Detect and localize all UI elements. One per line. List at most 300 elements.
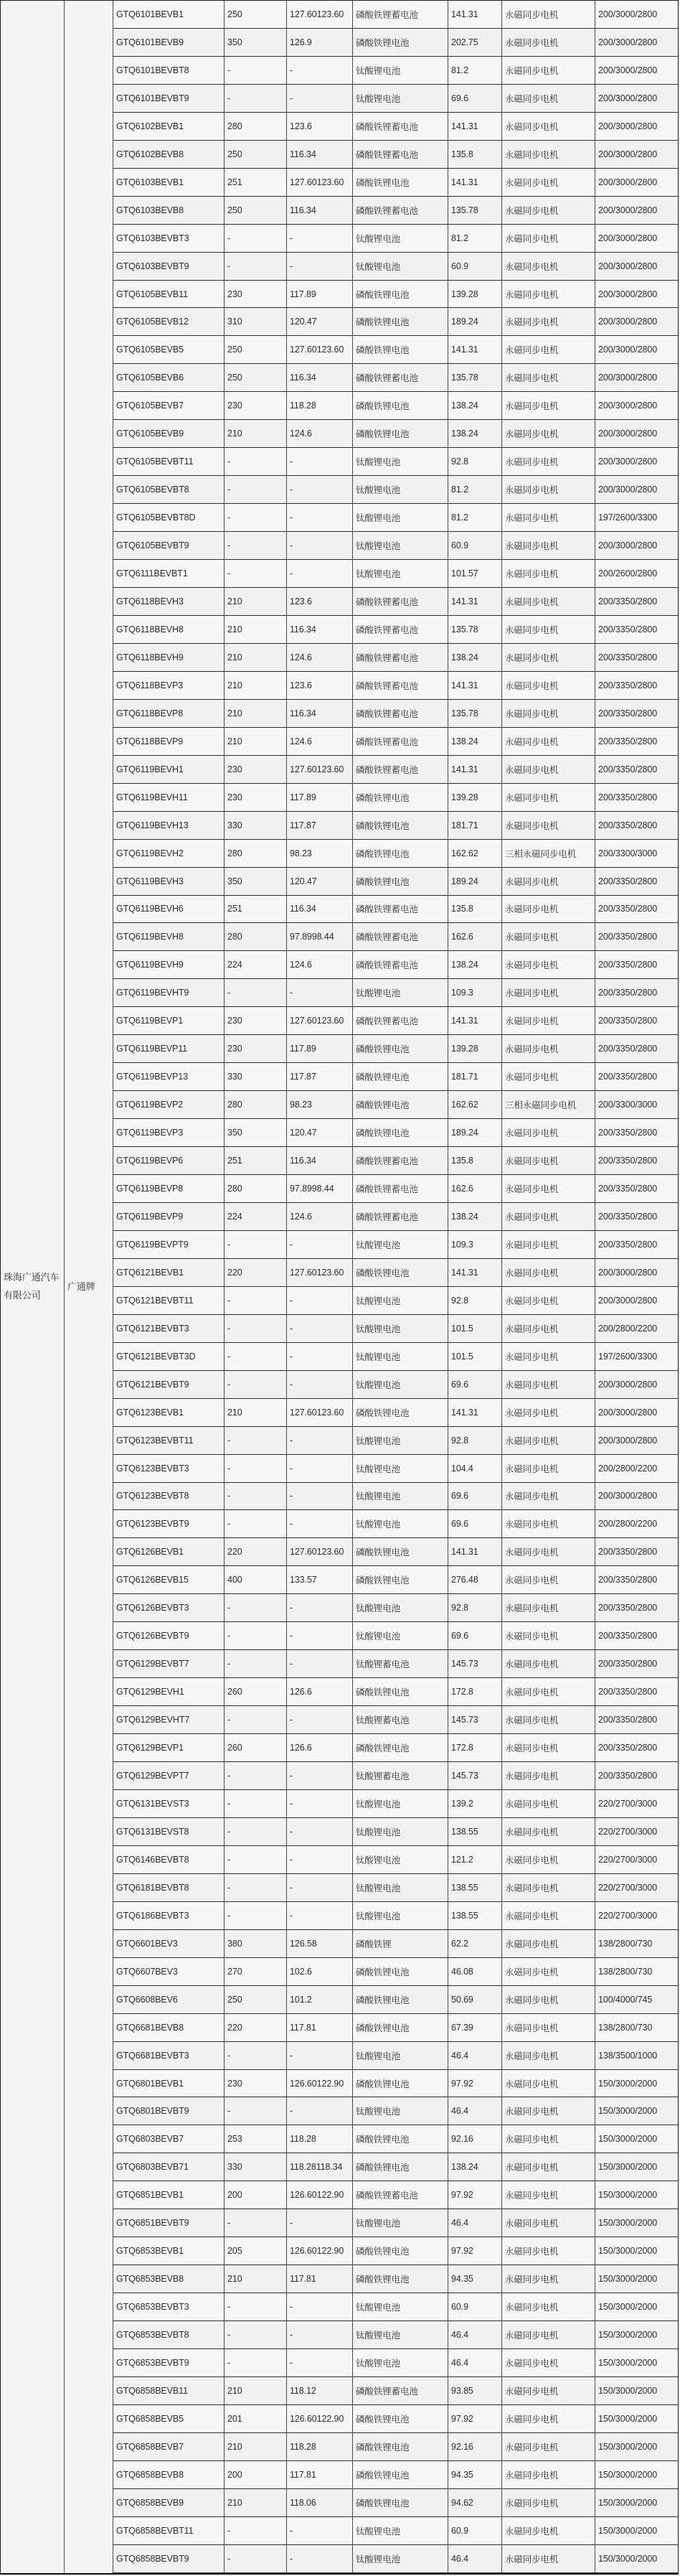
table-cell: 200/3350/2800 bbox=[595, 1734, 678, 1762]
table-cell: 永磁同步电机 bbox=[502, 308, 595, 336]
table-cell: 60.9 bbox=[448, 2293, 502, 2321]
table-cell: 永磁同步电机 bbox=[502, 2125, 595, 2153]
table-cell: 210 bbox=[225, 728, 287, 756]
table-cell: 250 bbox=[225, 336, 287, 364]
table-cell: GTQ6105BEVBT9 bbox=[113, 532, 225, 560]
table-cell: 121.2 bbox=[448, 1846, 502, 1874]
table-cell: 200/3350/2800 bbox=[595, 756, 678, 784]
table-cell: 200/3000/2800 bbox=[595, 392, 678, 420]
table-cell: 永磁同步电机 bbox=[502, 2349, 595, 2377]
table-cell: 210 bbox=[225, 588, 287, 616]
table-cell: GTQ6118BEVP8 bbox=[113, 700, 225, 728]
table-cell: - bbox=[225, 1287, 287, 1315]
table-cell: GTQ6126BEVBT3 bbox=[113, 1594, 225, 1622]
table-cell: 260 bbox=[225, 1678, 287, 1706]
table-cell: 60.9 bbox=[448, 532, 502, 560]
table-cell: - bbox=[225, 2209, 287, 2237]
table-cell: 150/3000/2000 bbox=[595, 2321, 678, 2349]
table-cell: GTQ6119BEVPT9 bbox=[113, 1231, 225, 1259]
table-cell: 钛酸锂电池 bbox=[353, 1874, 448, 1902]
table-cell: 永磁同步电机 bbox=[502, 448, 595, 476]
table-cell: 永磁同步电机 bbox=[502, 2265, 595, 2293]
table-cell: 磷酸铁锂蓄电池 bbox=[353, 197, 448, 225]
table-cell: 磷酸铁锂蓄电池 bbox=[353, 644, 448, 672]
table-cell: 磷酸铁锂蓄电池 bbox=[353, 896, 448, 924]
table-cell: 94.35 bbox=[448, 2265, 502, 2293]
table-cell: - bbox=[225, 1315, 287, 1343]
table-cell: GTQ6101BEVBT9 bbox=[113, 85, 225, 113]
table-cell: - bbox=[287, 560, 353, 588]
table-cell: 钛酸锂电池 bbox=[353, 1818, 448, 1846]
table-cell: 永磁同步电机 bbox=[502, 1818, 595, 1846]
table-cell: 永磁同步电机 bbox=[502, 1259, 595, 1287]
table-cell: 138.24 bbox=[448, 728, 502, 756]
table-cell: 钛酸锂电池 bbox=[353, 1902, 448, 1930]
table-cell: 101.57 bbox=[448, 560, 502, 588]
table-cell: GTQ6119BEVH6 bbox=[113, 896, 225, 924]
table-cell: - bbox=[287, 1315, 353, 1343]
table-cell: 251 bbox=[225, 1147, 287, 1175]
table-cell: 永磁同步电机 bbox=[502, 1035, 595, 1063]
table-cell: 钛酸锂电池 bbox=[353, 532, 448, 560]
table-cell: 永磁同步电机 bbox=[502, 113, 595, 141]
table-cell: 钛酸锂蓄电池 bbox=[353, 1762, 448, 1790]
table-cell: - bbox=[225, 1594, 287, 1622]
table-cell: 磷酸铁锂蓄电池 bbox=[353, 951, 448, 979]
table-cell: 200/3000/2800 bbox=[595, 1371, 678, 1399]
table-cell: 46.4 bbox=[448, 2209, 502, 2237]
table-cell: 磷酸铁锂 bbox=[353, 1930, 448, 1958]
table-cell: 永磁同步电机 bbox=[502, 1455, 595, 1483]
table-cell: GTQ6105BEVB9 bbox=[113, 420, 225, 448]
table-cell: 钛酸锂电池 bbox=[353, 1455, 448, 1483]
table-cell: GTQ6126BEVB1 bbox=[113, 1538, 225, 1566]
table-cell: 250 bbox=[225, 141, 287, 169]
table-cell: 138.24 bbox=[448, 392, 502, 420]
table-cell: GTQ6129BEVH1 bbox=[113, 1678, 225, 1706]
table-cell: 138/2800/730 bbox=[595, 1930, 678, 1958]
table-cell: 181.71 bbox=[448, 1063, 502, 1091]
table-cell: - bbox=[225, 1343, 287, 1371]
table-cell: 钛酸锂电池 bbox=[353, 1287, 448, 1315]
table-cell: - bbox=[287, 476, 353, 504]
table-cell: 116.34 bbox=[287, 197, 353, 225]
table-grid bbox=[1, 1, 678, 2573]
table-cell: 172.8 bbox=[448, 1678, 502, 1706]
table-cell: GTQ6118BEVH8 bbox=[113, 616, 225, 644]
table-cell: - bbox=[287, 532, 353, 560]
table-cell: GTQ6118BEVP3 bbox=[113, 672, 225, 700]
table-cell: 280 bbox=[225, 1175, 287, 1203]
table-cell: 118.28 bbox=[287, 2433, 353, 2461]
table-cell: 钛酸锂电池 bbox=[353, 1315, 448, 1343]
table-cell: 永磁同步电机 bbox=[502, 1790, 595, 1818]
table-cell: 92.8 bbox=[448, 1427, 502, 1455]
table-cell: 141.31 bbox=[448, 1, 502, 29]
table-cell: 永磁同步电机 bbox=[502, 141, 595, 169]
table-cell: 永磁同步电机 bbox=[502, 1734, 595, 1762]
table-cell: 104.4 bbox=[448, 1455, 502, 1483]
table-cell: 永磁同步电机 bbox=[502, 2321, 595, 2349]
table-cell: 永磁同步电机 bbox=[502, 420, 595, 448]
table-cell: 135.8 bbox=[448, 1147, 502, 1175]
table-cell: 46.08 bbox=[448, 1958, 502, 1986]
table-cell: - bbox=[225, 476, 287, 504]
table-cell: 138.24 bbox=[448, 2153, 502, 2181]
table-cell: 220/2700/3000 bbox=[595, 1874, 678, 1902]
table-cell: 200/3000/2800 bbox=[595, 364, 678, 392]
table-cell: 98.23 bbox=[287, 1091, 353, 1119]
table-cell: 钛酸锂电池 bbox=[353, 1483, 448, 1511]
table-cell: 150/3000/2000 bbox=[595, 2265, 678, 2293]
table-cell: 200/3000/2800 bbox=[595, 141, 678, 169]
table-cell: 永磁同步电机 bbox=[502, 2209, 595, 2237]
table-cell: 永磁同步电机 bbox=[502, 2293, 595, 2321]
table-cell: GTQ6181BEVBT8 bbox=[113, 1874, 225, 1902]
table-cell: 200/2600/2800 bbox=[595, 560, 678, 588]
table-cell: GTQ6858BEVBT9 bbox=[113, 2545, 225, 2573]
table-cell: - bbox=[287, 1846, 353, 1874]
table-cell: - bbox=[287, 2097, 353, 2125]
table-cell: 280 bbox=[225, 923, 287, 951]
table-cell: 133.57 bbox=[287, 1566, 353, 1594]
table-cell: GTQ6103BEVBT3 bbox=[113, 225, 225, 253]
table-cell: 350 bbox=[225, 1119, 287, 1147]
table-cell: 138.24 bbox=[448, 644, 502, 672]
table-cell: 钛酸锂电池 bbox=[353, 979, 448, 1007]
table-cell: GTQ6119BEVH8 bbox=[113, 923, 225, 951]
table-cell: 200/3350/2800 bbox=[595, 1007, 678, 1035]
table-cell: 101.5 bbox=[448, 1315, 502, 1343]
table-cell: 永磁同步电机 bbox=[502, 812, 595, 840]
table-cell: 200/3350/2800 bbox=[595, 951, 678, 979]
table-cell: 330 bbox=[225, 2153, 287, 2181]
table-cell: 钛酸锂电池 bbox=[353, 1790, 448, 1818]
table-cell: GTQ6858BEVB7 bbox=[113, 2433, 225, 2461]
table-cell: - bbox=[225, 1818, 287, 1846]
table-cell: 118.28 bbox=[287, 392, 353, 420]
table-cell: 210 bbox=[225, 2489, 287, 2517]
table-cell: 磷酸铁锂电池 bbox=[353, 2014, 448, 2042]
table-cell: GTQ6121BEVBT3 bbox=[113, 1315, 225, 1343]
table-cell: 永磁同步电机 bbox=[502, 2181, 595, 2209]
table-cell: 141.31 bbox=[448, 672, 502, 700]
table-cell: GTQ6123BEVBT9 bbox=[113, 1510, 225, 1538]
table-cell: 220/2700/3000 bbox=[595, 1790, 678, 1818]
table-cell: 197/2600/3300 bbox=[595, 504, 678, 532]
table-cell: 永磁同步电机 bbox=[502, 85, 595, 113]
table-cell: 钛酸锂电池 bbox=[353, 1846, 448, 1874]
table-cell: 永磁同步电机 bbox=[502, 1678, 595, 1706]
table-cell: - bbox=[225, 560, 287, 588]
table-cell: - bbox=[287, 2209, 353, 2237]
table-cell: 181.71 bbox=[448, 812, 502, 840]
table-cell: 94.62 bbox=[448, 2489, 502, 2517]
table-cell: 141.31 bbox=[448, 1538, 502, 1566]
table-cell: 永磁同步电机 bbox=[502, 560, 595, 588]
table-cell: 162.6 bbox=[448, 923, 502, 951]
table-cell: - bbox=[287, 225, 353, 253]
table-cell: 135.78 bbox=[448, 364, 502, 392]
table-cell: 97.92 bbox=[448, 2070, 502, 2098]
table-cell: 永磁同步电机 bbox=[502, 2377, 595, 2405]
table-cell: 126.60122.90 bbox=[287, 2070, 353, 2098]
table-cell: GTQ6146BEVBT8 bbox=[113, 1846, 225, 1874]
table-cell: 磷酸铁锂蓄电池 bbox=[353, 672, 448, 700]
table-cell: - bbox=[225, 2293, 287, 2321]
table-cell: 138/2800/730 bbox=[595, 1958, 678, 1986]
table-cell: 200/3350/2800 bbox=[595, 728, 678, 756]
table-cell: GTQ6858BEVB9 bbox=[113, 2489, 225, 2517]
table-cell: - bbox=[225, 1790, 287, 1818]
table-cell: 280 bbox=[225, 840, 287, 868]
table-cell: GTQ6119BEVP6 bbox=[113, 1147, 225, 1175]
table-cell: 138.24 bbox=[448, 420, 502, 448]
table-cell: GTQ6858BEVBT11 bbox=[113, 2517, 225, 2545]
table-cell: 220/2700/3000 bbox=[595, 1902, 678, 1930]
table-cell: 69.6 bbox=[448, 1622, 502, 1650]
table-cell: GTQ6607BEV3 bbox=[113, 1958, 225, 1986]
table-cell: - bbox=[287, 1622, 353, 1650]
table-cell: - bbox=[287, 85, 353, 113]
table-cell: 260 bbox=[225, 1734, 287, 1762]
table-cell: 92.16 bbox=[448, 2433, 502, 2461]
table-cell: 永磁同步电机 bbox=[502, 1986, 595, 2014]
table-cell: GTQ6853BEVBT3 bbox=[113, 2293, 225, 2321]
table-cell: GTQ6803BEVB7 bbox=[113, 2125, 225, 2153]
table-cell: 200/3350/2800 bbox=[595, 1175, 678, 1203]
company-name-cell bbox=[1, 1, 65, 2573]
table-cell: GTQ6105BEVBT11 bbox=[113, 448, 225, 476]
table-cell: 69.6 bbox=[448, 1483, 502, 1511]
table-cell: 69.6 bbox=[448, 1510, 502, 1538]
table-cell: - bbox=[225, 2042, 287, 2070]
table-cell: 磷酸铁锂电池 bbox=[353, 2405, 448, 2433]
table-cell: 126.60122.90 bbox=[287, 2405, 353, 2433]
table-cell: 127.60123.60 bbox=[287, 336, 353, 364]
table-cell: 永磁同步电机 bbox=[502, 1399, 595, 1427]
table-cell: 200/3000/2800 bbox=[595, 420, 678, 448]
table-cell: GTQ6119BEVP2 bbox=[113, 1091, 225, 1119]
table-cell: 67.39 bbox=[448, 2014, 502, 2042]
table-cell: 磷酸铁锂电池 bbox=[353, 2489, 448, 2517]
table-cell: 磷酸铁锂蓄电池 bbox=[353, 1007, 448, 1035]
table-cell: GTQ6102BEVB8 bbox=[113, 141, 225, 169]
table-cell: 101.5 bbox=[448, 1343, 502, 1371]
table-cell: GTQ6126BEVBT9 bbox=[113, 1622, 225, 1650]
table-cell: 81.2 bbox=[448, 476, 502, 504]
table-cell: 60.9 bbox=[448, 2517, 502, 2545]
table-cell: 永磁同步电机 bbox=[502, 672, 595, 700]
table-cell: 189.24 bbox=[448, 308, 502, 336]
table-cell: 276.48 bbox=[448, 1566, 502, 1594]
table-cell: 永磁同步电机 bbox=[502, 951, 595, 979]
table-cell: GTQ6123BEVB1 bbox=[113, 1399, 225, 1427]
table-cell: GTQ6131BEVST3 bbox=[113, 1790, 225, 1818]
table-cell: 102.6 bbox=[287, 1958, 353, 1986]
table-cell: 230 bbox=[225, 756, 287, 784]
table-cell: 141.31 bbox=[448, 756, 502, 784]
table-cell: 钛酸锂电池 bbox=[353, 1343, 448, 1371]
table-cell: - bbox=[287, 1371, 353, 1399]
table-cell: GTQ6131BEVST8 bbox=[113, 1818, 225, 1846]
table-cell: 92.8 bbox=[448, 1287, 502, 1315]
table-cell: 永磁同步电机 bbox=[502, 1315, 595, 1343]
table-cell: 189.24 bbox=[448, 1119, 502, 1147]
table-cell: 永磁同步电机 bbox=[502, 588, 595, 616]
table-cell: - bbox=[225, 504, 287, 532]
table-cell: 270 bbox=[225, 1958, 287, 1986]
table-cell: 磷酸铁锂蓄电池 bbox=[353, 1175, 448, 1203]
table-cell: 200/3000/2800 bbox=[595, 169, 678, 197]
table-cell: 永磁同步电机 bbox=[502, 29, 595, 57]
table-cell: 钛酸锂电池 bbox=[353, 1594, 448, 1622]
table-cell: GTQ6129BEVPT7 bbox=[113, 1762, 225, 1790]
table-cell: 永磁同步电机 bbox=[502, 1622, 595, 1650]
table-cell: GTQ6103BEVB1 bbox=[113, 169, 225, 197]
table-cell: 钛酸锂电池 bbox=[353, 85, 448, 113]
table-cell: 200 bbox=[225, 2461, 287, 2489]
table-cell: 永磁同步电机 bbox=[502, 1287, 595, 1315]
table-cell: 92.8 bbox=[448, 1594, 502, 1622]
table-cell: 330 bbox=[225, 1063, 287, 1091]
table-cell: GTQ6853BEVBT9 bbox=[113, 2349, 225, 2377]
table-cell: 200/3000/2800 bbox=[595, 281, 678, 309]
table-cell: GTQ6111BEVBT1 bbox=[113, 560, 225, 588]
table-cell: 200/3000/2800 bbox=[595, 1287, 678, 1315]
table-cell: 永磁同步电机 bbox=[502, 2070, 595, 2098]
table-cell: 172.8 bbox=[448, 1734, 502, 1762]
table-cell: GTQ6853BEVBT8 bbox=[113, 2321, 225, 2349]
table-cell: 97.8998.44 bbox=[287, 1175, 353, 1203]
table-cell: - bbox=[287, 2321, 353, 2349]
table-cell: 200/3000/2800 bbox=[595, 85, 678, 113]
table-cell: 永磁同步电机 bbox=[502, 1958, 595, 1986]
table-cell: - bbox=[225, 532, 287, 560]
table-cell: 磷酸铁锂电池 bbox=[353, 2265, 448, 2293]
table-cell: 150/3000/2000 bbox=[595, 2237, 678, 2265]
table-cell: 200/3350/2800 bbox=[595, 1566, 678, 1594]
table-cell: 永磁同步电机 bbox=[502, 1566, 595, 1594]
table-cell: 150/3000/2000 bbox=[595, 2489, 678, 2517]
table-cell: 200/3350/2800 bbox=[595, 616, 678, 644]
table-cell: GTQ6126BEVB15 bbox=[113, 1566, 225, 1594]
table-cell: 永磁同步电机 bbox=[502, 1902, 595, 1930]
table-cell: 81.2 bbox=[448, 504, 502, 532]
table-cell: 150/3000/2000 bbox=[595, 2209, 678, 2237]
table-cell: 97.92 bbox=[448, 2181, 502, 2209]
table-cell: 141.31 bbox=[448, 588, 502, 616]
table-cell: GTQ6608BEV6 bbox=[113, 1986, 225, 2014]
table-cell: 205 bbox=[225, 2237, 287, 2265]
table-cell: 钛酸锂电池 bbox=[353, 2517, 448, 2545]
table-cell: GTQ6853BEVB8 bbox=[113, 2265, 225, 2293]
brand-cell bbox=[65, 1, 113, 2573]
table-cell: 150/3000/2000 bbox=[595, 2377, 678, 2405]
table-cell: 永磁同步电机 bbox=[502, 1, 595, 29]
table-cell: 116.34 bbox=[287, 141, 353, 169]
table-cell: 磷酸铁锂蓄电池 bbox=[353, 728, 448, 756]
table-cell: 磷酸铁锂蓄电池 bbox=[353, 588, 448, 616]
table-cell: - bbox=[225, 225, 287, 253]
table-cell: GTQ6119BEVH3 bbox=[113, 868, 225, 896]
table-cell: 200/3000/2800 bbox=[595, 308, 678, 336]
table-cell: GTQ6119BEVP13 bbox=[113, 1063, 225, 1091]
table-cell: 磷酸铁锂电池 bbox=[353, 1399, 448, 1427]
table-cell: - bbox=[287, 1231, 353, 1259]
table-cell: 磷酸铁锂蓄电池 bbox=[353, 923, 448, 951]
table-cell: 117.89 bbox=[287, 281, 353, 309]
table-cell: 141.31 bbox=[448, 1399, 502, 1427]
table-cell: 200/3000/2800 bbox=[595, 476, 678, 504]
table-cell: GTQ6123BEVBT8 bbox=[113, 1483, 225, 1511]
table-cell: 116.34 bbox=[287, 896, 353, 924]
table-cell: 150/3000/2000 bbox=[595, 2181, 678, 2209]
table-cell: - bbox=[287, 1455, 353, 1483]
table-cell: 磷酸铁锂蓄电池 bbox=[353, 756, 448, 784]
table-cell: 永磁同步电机 bbox=[502, 784, 595, 812]
table-cell: 250 bbox=[225, 1986, 287, 2014]
table-cell: 117.81 bbox=[287, 2014, 353, 2042]
table-cell: 200/3350/2800 bbox=[595, 1119, 678, 1147]
table-cell: GTQ6118BEVH9 bbox=[113, 644, 225, 672]
table-cell: 150/3000/2000 bbox=[595, 2070, 678, 2098]
table-cell: 118.28118.34 bbox=[287, 2153, 353, 2181]
table-cell: 126.58 bbox=[287, 1930, 353, 1958]
table-cell: 138.24 bbox=[448, 951, 502, 979]
table-cell: 116.34 bbox=[287, 364, 353, 392]
table-cell: 永磁同步电机 bbox=[502, 476, 595, 504]
table-cell: 200/2800/2200 bbox=[595, 1315, 678, 1343]
table-cell: 200/3350/2800 bbox=[595, 923, 678, 951]
table-cell: GTQ6853BEVB1 bbox=[113, 2237, 225, 2265]
table-cell: GTQ6119BEVP1 bbox=[113, 1007, 225, 1035]
table-cell: 200/3000/2800 bbox=[595, 253, 678, 281]
table-cell: 永磁同步电机 bbox=[502, 169, 595, 197]
table-cell: GTQ6119BEVH9 bbox=[113, 951, 225, 979]
table-cell: GTQ6803BEVB71 bbox=[113, 2153, 225, 2181]
table-cell: 135.78 bbox=[448, 700, 502, 728]
table-cell: 46.4 bbox=[448, 2321, 502, 2349]
table-cell: 124.6 bbox=[287, 951, 353, 979]
table-cell: 50.69 bbox=[448, 1986, 502, 2014]
table-cell: 150/3000/2000 bbox=[595, 2433, 678, 2461]
table-cell: - bbox=[225, 1706, 287, 1734]
table-cell: GTQ6101BEVB9 bbox=[113, 29, 225, 57]
table-cell: 200/3350/2800 bbox=[595, 588, 678, 616]
table-cell: 200/3350/2800 bbox=[595, 1203, 678, 1231]
table-cell: - bbox=[225, 253, 287, 281]
table-cell: 200/3350/2800 bbox=[595, 1650, 678, 1678]
table-cell: GTQ6103BEVB8 bbox=[113, 197, 225, 225]
table-cell: 钛酸锂电池 bbox=[353, 504, 448, 532]
table-cell: 200/3000/2800 bbox=[595, 113, 678, 141]
table-cell: - bbox=[287, 2042, 353, 2070]
table-cell: 109.3 bbox=[448, 1231, 502, 1259]
table-cell: 330 bbox=[225, 812, 287, 840]
table-cell: 永磁同步电机 bbox=[502, 1231, 595, 1259]
table-cell: 磷酸铁锂电池 bbox=[353, 169, 448, 197]
table-cell: 永磁同步电机 bbox=[502, 756, 595, 784]
table-cell: 永磁同步电机 bbox=[502, 1594, 595, 1622]
table-cell: GTQ6601BEV3 bbox=[113, 1930, 225, 1958]
table-cell: 200/3000/2800 bbox=[595, 225, 678, 253]
table-cell: 139.2 bbox=[448, 1790, 502, 1818]
table-cell: - bbox=[287, 1706, 353, 1734]
table-cell: 钛酸锂电池 bbox=[353, 2545, 448, 2573]
table-cell: - bbox=[225, 2321, 287, 2349]
table-cell: 127.60123.60 bbox=[287, 1, 353, 29]
